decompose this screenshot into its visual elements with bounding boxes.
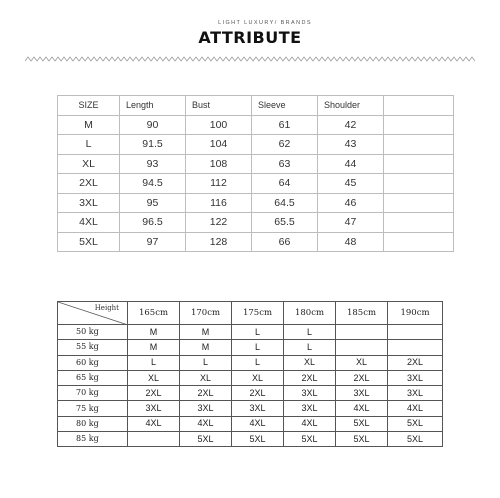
recommended-size-cell: M <box>180 340 232 355</box>
size-label-cell: M <box>58 115 120 135</box>
recommended-size-cell: XL <box>232 370 284 385</box>
fit-table-row <box>58 340 443 355</box>
recommended-size-cell: L <box>284 325 336 340</box>
size-table-header-cell: Bust <box>186 96 252 116</box>
recommended-size-cell <box>336 325 388 340</box>
measurement-cell: 112 <box>186 174 252 194</box>
fit-table-row <box>58 432 443 447</box>
recommended-size-cell: 5XL <box>180 432 232 447</box>
size-table-header-cell: Shoulder <box>318 96 384 116</box>
measurement-cell: 128 <box>186 232 252 252</box>
recommended-size-cell: 2XL <box>284 370 336 385</box>
recommended-size-cell: 4XL <box>284 416 336 431</box>
measurement-cell <box>384 115 454 135</box>
measurement-cell: 90 <box>120 115 186 135</box>
measurement-cell: 116 <box>186 193 252 213</box>
recommended-size-cell <box>388 340 443 355</box>
measurement-cell <box>384 135 454 155</box>
measurement-cell: 108 <box>186 154 252 174</box>
weight-cell: 80 kg <box>58 416 128 431</box>
recommended-size-cell: 2XL <box>180 386 232 401</box>
size-label-cell: 4XL <box>58 213 120 233</box>
measurement-cell: 44 <box>318 154 384 174</box>
height-header-cell: 190cm <box>388 302 443 325</box>
size-table-header-cell <box>384 96 454 116</box>
weight-cell: 75 kg <box>58 401 128 416</box>
measurement-cell <box>384 174 454 194</box>
size-label-cell: 5XL <box>58 232 120 252</box>
recommended-size-cell: XL <box>336 355 388 370</box>
size-table-header-cell: SIZE <box>58 96 120 116</box>
recommended-size-cell <box>128 432 180 447</box>
recommended-size-cell: L <box>232 340 284 355</box>
measurement-cell: 45 <box>318 174 384 194</box>
recommended-size-cell: M <box>128 340 180 355</box>
height-header-cell: 165cm <box>128 302 180 325</box>
height-header-cell: 175cm <box>232 302 284 325</box>
recommended-size-cell <box>388 325 443 340</box>
recommended-size-cell: 2XL <box>128 386 180 401</box>
measurement-cell: 66 <box>252 232 318 252</box>
measurement-cell: 104 <box>186 135 252 155</box>
height-axis-label: Height <box>94 304 119 312</box>
recommended-size-cell: 5XL <box>388 432 443 447</box>
measurement-cell: 97 <box>120 232 186 252</box>
recommended-size-cell: L <box>128 355 180 370</box>
recommended-size-cell: 3XL <box>284 386 336 401</box>
height-header-cell: 180cm <box>284 302 336 325</box>
recommended-size-cell: 2XL <box>336 370 388 385</box>
weight-cell: 65 kg <box>58 370 128 385</box>
measurement-cell <box>384 154 454 174</box>
recommended-size-cell: L <box>180 355 232 370</box>
size-table-header-cell: Length <box>120 96 186 116</box>
weight-cell: 55 kg <box>58 340 128 355</box>
recommended-size-cell: L <box>232 355 284 370</box>
recommended-size-cell: 2XL <box>388 355 443 370</box>
recommended-size-cell: 3XL <box>180 401 232 416</box>
size-label-cell: L <box>58 135 120 155</box>
size-table-header-cell: Sleeve <box>252 96 318 116</box>
recommended-size-cell: XL <box>128 370 180 385</box>
height-header-cell: 170cm <box>180 302 232 325</box>
size-recommendation-table <box>57 301 443 447</box>
measurement-cell: 65.5 <box>252 213 318 233</box>
zigzag-divider <box>25 56 475 62</box>
fit-table-header-row <box>58 302 443 325</box>
measurement-cell: 42 <box>318 115 384 135</box>
weight-cell: 85 kg <box>58 432 128 447</box>
measurement-cell: 64.5 <box>252 193 318 213</box>
size-table-row <box>58 213 454 233</box>
weight-cell: 70 kg <box>58 386 128 401</box>
weight-cell: 50 kg <box>58 325 128 340</box>
measurement-cell: 47 <box>318 213 384 233</box>
measurement-cell: 61 <box>252 115 318 135</box>
recommended-size-cell: 3XL <box>388 386 443 401</box>
recommended-size-cell: 4XL <box>128 416 180 431</box>
measurement-cell: 100 <box>186 115 252 135</box>
size-label-cell: 3XL <box>58 193 120 213</box>
size-label-cell: XL <box>58 154 120 174</box>
recommended-size-cell: 2XL <box>232 386 284 401</box>
measurement-cell: 96.5 <box>120 213 186 233</box>
size-table-row <box>58 135 454 155</box>
size-table-row <box>58 154 454 174</box>
measurement-cell <box>384 232 454 252</box>
fit-table-row <box>58 401 443 416</box>
page-title: ATTRIBUTE <box>198 28 302 47</box>
recommended-size-cell: L <box>232 325 284 340</box>
measurement-cell: 93 <box>120 154 186 174</box>
measurement-cell: 64 <box>252 174 318 194</box>
measurement-cell: 43 <box>318 135 384 155</box>
size-table-row <box>58 115 454 135</box>
measurement-cell: 46 <box>318 193 384 213</box>
recommended-size-cell: L <box>284 340 336 355</box>
measurement-cell: 122 <box>186 213 252 233</box>
recommended-size-cell: 3XL <box>128 401 180 416</box>
brand-tagline: LIGHT LUXURY/ BRANDS <box>218 20 312 26</box>
size-table-row <box>58 174 454 194</box>
height-header-cell: 185cm <box>336 302 388 325</box>
fit-table-row <box>58 325 443 340</box>
recommended-size-cell: 3XL <box>232 401 284 416</box>
recommended-size-cell: 4XL <box>388 401 443 416</box>
size-table-row <box>58 193 454 213</box>
recommended-size-cell: 5XL <box>232 432 284 447</box>
recommended-size-cell: 3XL <box>388 370 443 385</box>
measurement-cell <box>384 213 454 233</box>
recommended-size-cell: 4XL <box>180 416 232 431</box>
measurement-cell: 48 <box>318 232 384 252</box>
recommended-size-cell: XL <box>284 355 336 370</box>
recommended-size-cell: 5XL <box>336 416 388 431</box>
corner-cell <box>58 302 128 325</box>
measurement-cell: 94.5 <box>120 174 186 194</box>
size-label-cell: 2XL <box>58 174 120 194</box>
recommended-size-cell: 3XL <box>336 386 388 401</box>
recommended-size-cell: 4XL <box>336 401 388 416</box>
measurement-cell <box>384 193 454 213</box>
fit-table-row <box>58 370 443 385</box>
recommended-size-cell <box>336 340 388 355</box>
recommended-size-cell: 4XL <box>232 416 284 431</box>
recommended-size-cell: 5XL <box>284 432 336 447</box>
fit-table-row <box>58 386 443 401</box>
recommended-size-cell: 3XL <box>284 401 336 416</box>
size-chart-table <box>57 95 454 252</box>
fit-table-row <box>58 416 443 431</box>
measurement-cell: 95 <box>120 193 186 213</box>
size-table-row <box>58 232 454 252</box>
recommended-size-cell: M <box>128 325 180 340</box>
recommended-size-cell: 5XL <box>336 432 388 447</box>
recommended-size-cell: XL <box>180 370 232 385</box>
recommended-size-cell: 5XL <box>388 416 443 431</box>
size-table-header-row <box>58 96 454 116</box>
fit-table-row <box>58 355 443 370</box>
measurement-cell: 63 <box>252 154 318 174</box>
measurement-cell: 62 <box>252 135 318 155</box>
weight-cell: 60 kg <box>58 355 128 370</box>
recommended-size-cell: M <box>180 325 232 340</box>
measurement-cell: 91.5 <box>120 135 186 155</box>
